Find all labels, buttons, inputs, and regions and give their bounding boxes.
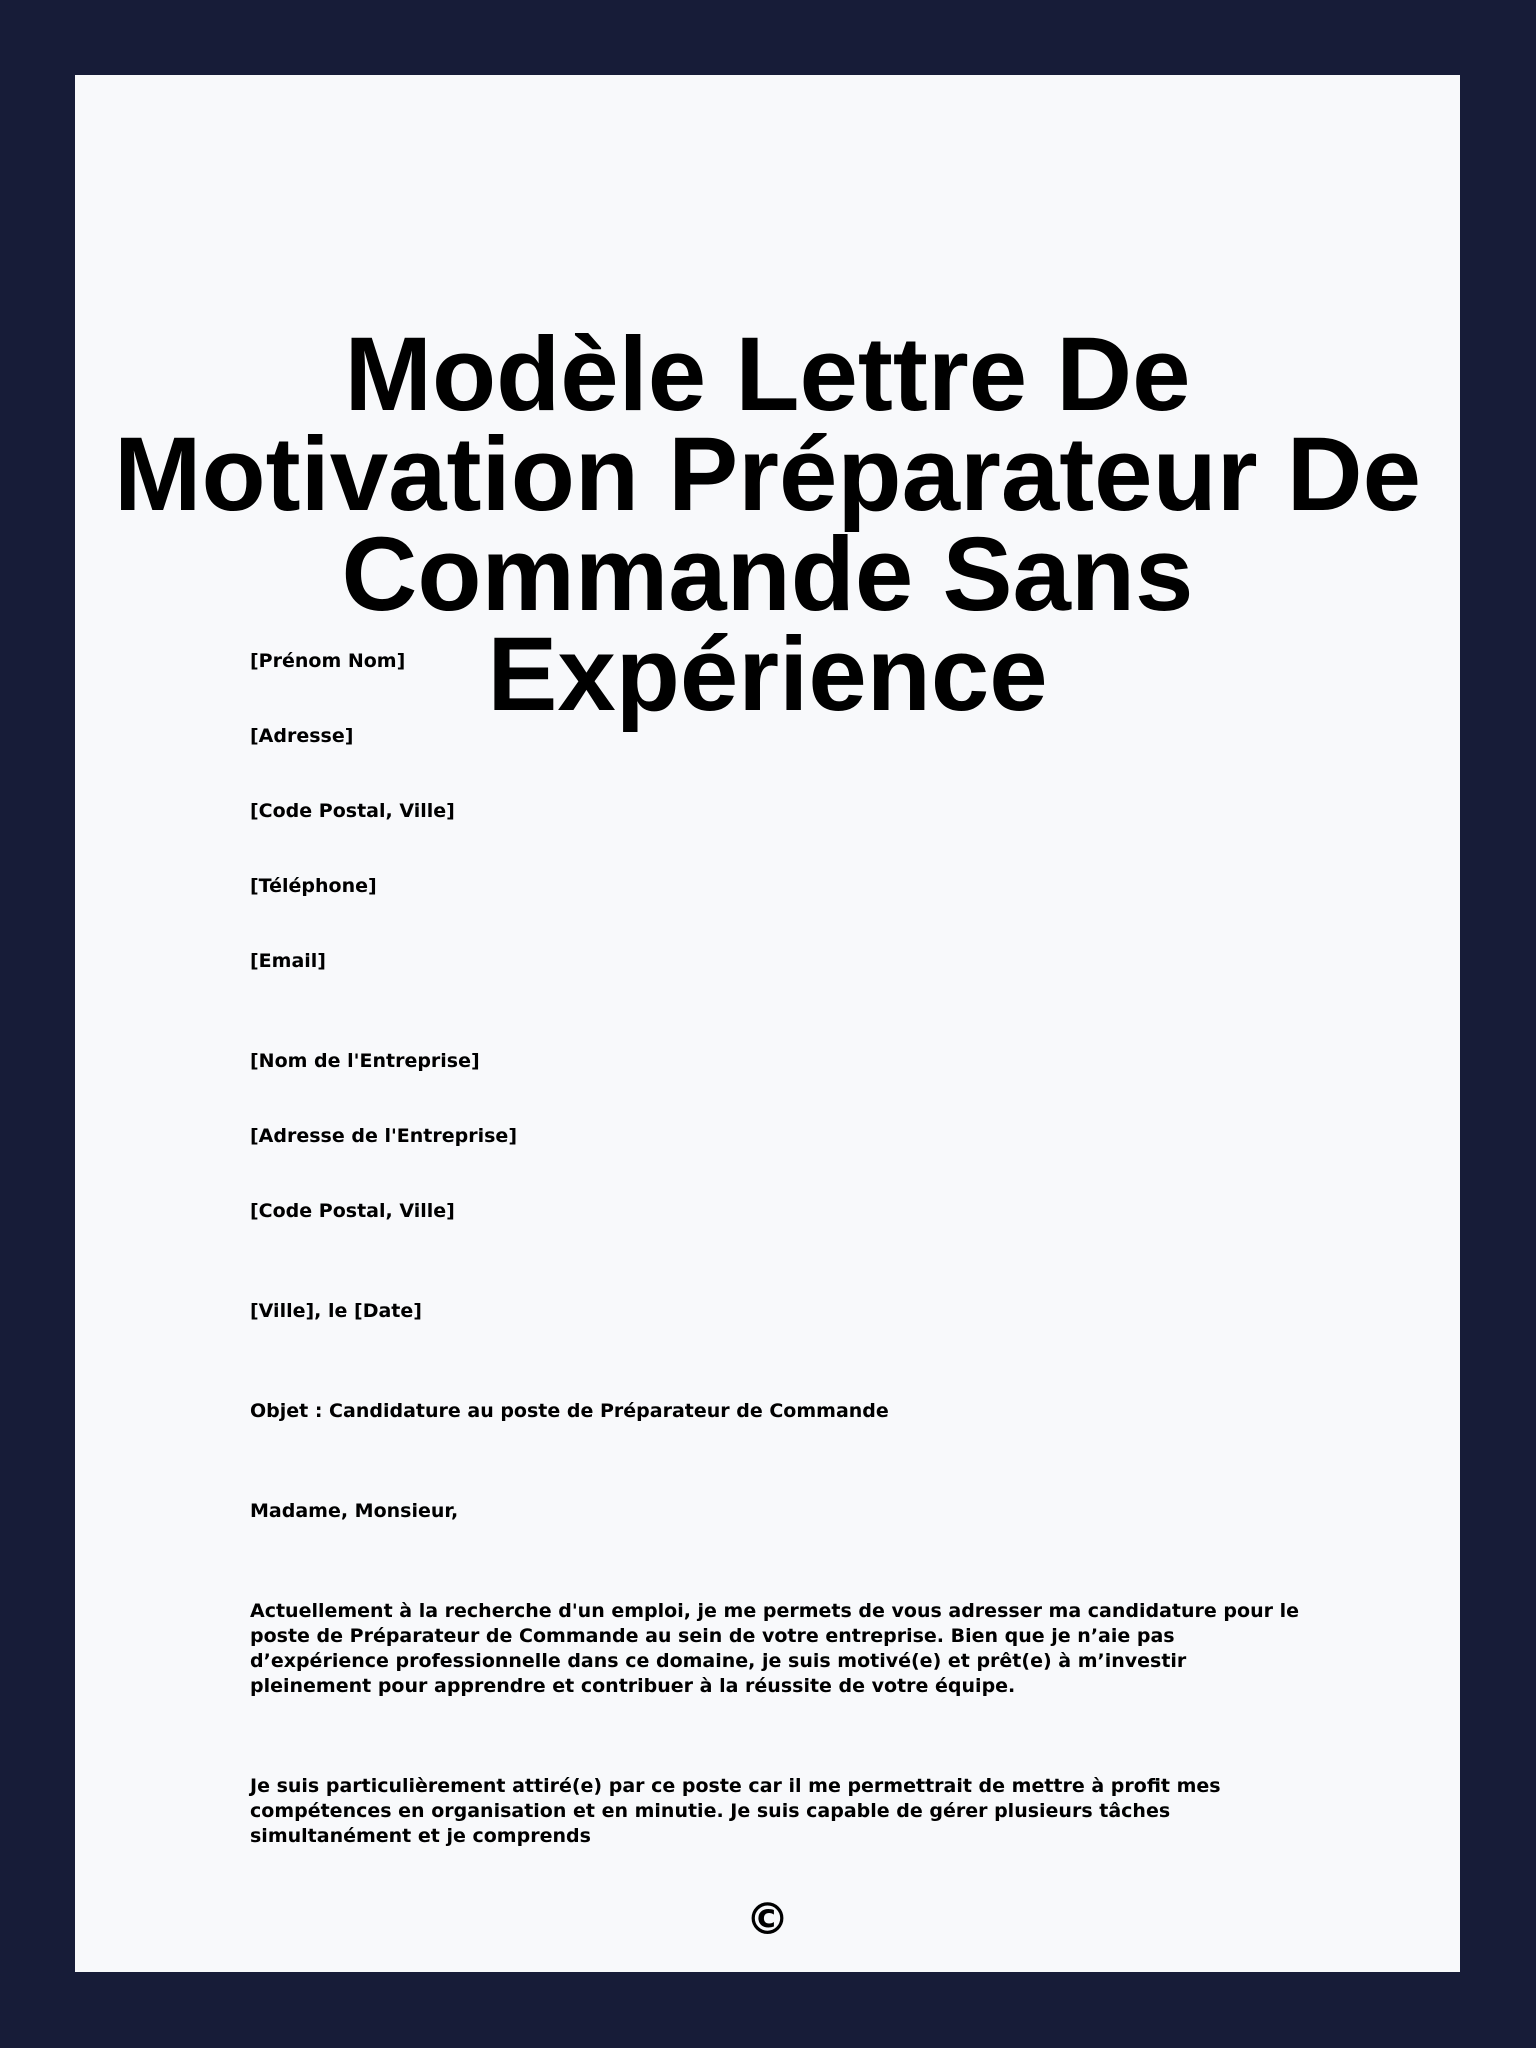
sender-name: [Prénom Nom] (250, 650, 406, 672)
recipient-city: [Code Postal, Ville] (250, 1200, 455, 1222)
subject-line: Objet : Candidature au poste de Préparateur de Commande (250, 1400, 889, 1422)
recipient-address: [Adresse de l'Entreprise] (250, 1125, 518, 1147)
body-paragraph: Actuellement à la recherche d'un emploi, je me permets de vous adresser ma candidature pour le poste de Préparateur de Commande au sein de votre entreprise. Bien que je n’aie pas d’expérience professionnelle dans ce domaine, je suis motivé(e) et prêt(e) à m’investir pleinement pour apprendre et contribuer à la réussite de votre équipe. (250, 1600, 1299, 1697)
sender-phone: [Téléphone] (250, 875, 377, 897)
recipient-company: [Nom de l'Entreprise] (250, 1050, 480, 1072)
sender-city: [Code Postal, Ville] (250, 800, 455, 822)
letter-page (75, 75, 1460, 1972)
date-line: [Ville], le [Date] (250, 1300, 422, 1322)
body-paragraph: Je suis particulièrement attiré(e) par ce poste car il me permettrait de mettre à profit mes compétences en organisation et en minutie. Je suis capable de gérer plusieurs tâches simultanément et je comprends (250, 1775, 1221, 1847)
document-title: Modèle Lettre De Motivation Préparateur De Commande Sans Expérience (114, 316, 1421, 733)
salutation: Madame, Monsieur, (250, 1500, 459, 1522)
copyright-icon: © (745, 1894, 790, 1945)
sender-email: [Email] (250, 950, 326, 972)
sender-address: [Adresse] (250, 725, 354, 747)
